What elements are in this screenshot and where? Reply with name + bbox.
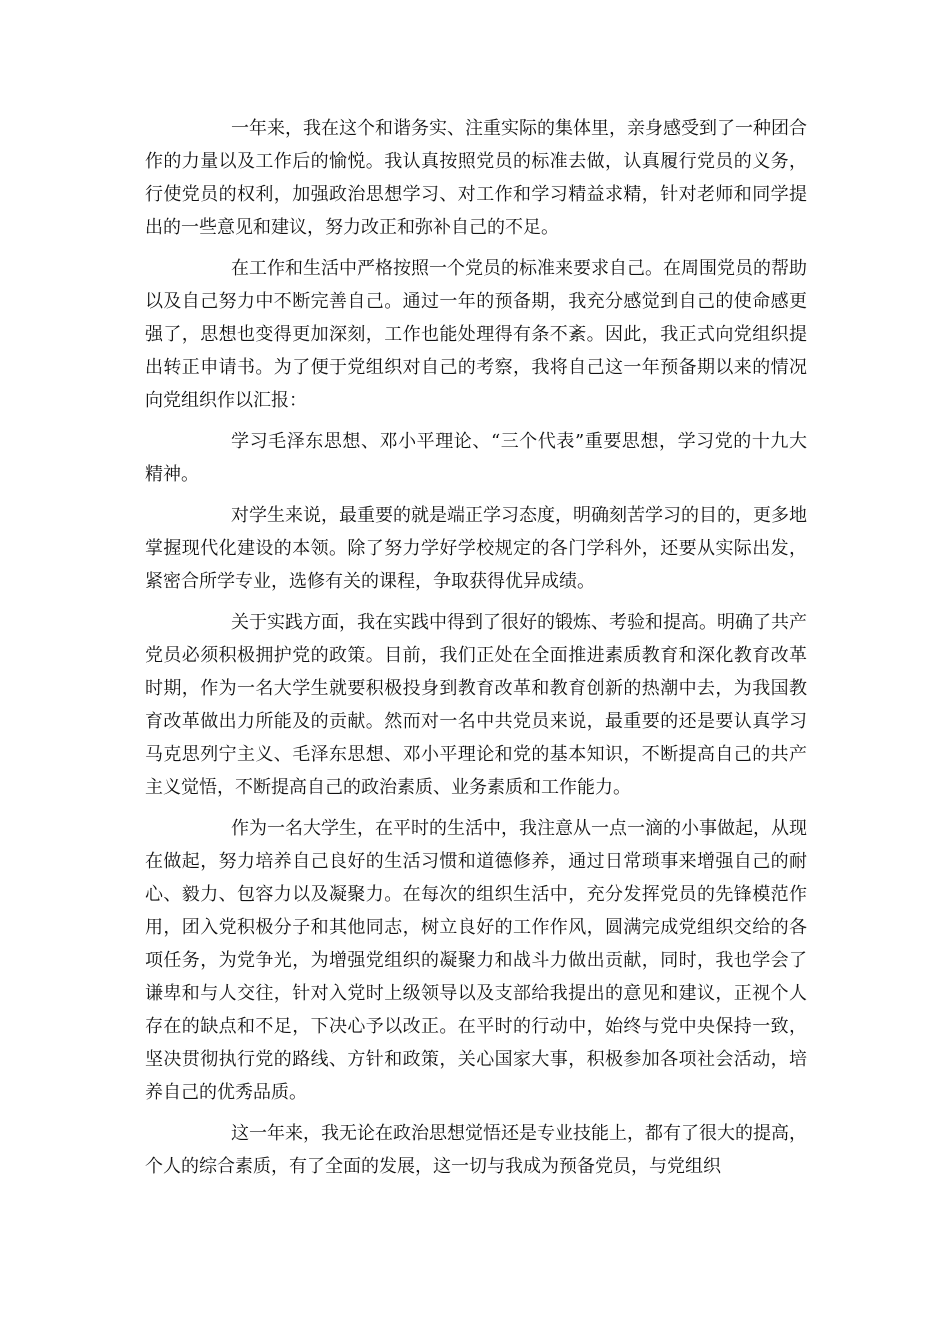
paragraph-1: 一年来，我在这个和谐务实、注重实际的集体里，亲身感受到了一种团合作的力量以及工作后的愉悦。我认真按照党员的标准去做，认真履行党员的义务，行使党员的权利，加强政治思想学习、对工作和学习精益求精，针对老师和同学提出的一些意见和建议，努力改正和弥补自己的不足。 — [145, 118, 807, 238]
paragraph-7: 这一年来，我无论在政治思想觉悟还是专业技能上，都有了很大的提高，个人的综合素质，有了全面的发展，这一切与我成为预备党员，与党组织 — [145, 1123, 807, 1177]
paragraph-4: 对学生来说，最重要的就是端正学习态度，明确刻苦学习的目的，更多地掌握现代化建设的本领。除了努力学好学校规定的各门学科外，还要从实际出发，紧密合所学专业，选修有关的课程，争取获得优异成绩。 — [145, 505, 807, 592]
paragraph-5: 关于实践方面，我在实践中得到了很好的锻炼、考验和提高。明确了共产党员必须积极拥护党的政策。目前，我们正处在全面推进素质教育和深化教育改革时期，作为一名大学生就要积极投身到教育改革和教育创新的热潮中去，为我国教育改革做出力所能及的贡献。然而对一名中共党员来说，最重要的还是要认真学习马克思列宁主义、毛泽东思想、邓小平理论和党的基本知识，不断提高自己的共产主义觉悟，不断提高自己的政治素质、业务素质和工作能力。 — [145, 612, 807, 798]
paragraph-2: 在工作和生活中严格按照一个党员的标准来要求自己。在周围党员的帮助以及自己努力中不断完善自己。通过一年的预备期，我充分感觉到自己的使命感更强了，思想也变得更加深刻，工作也能处理得有条不紊。因此，我正式向党组织提出转正申请书。为了便于党组织对自己的考察，我将自己这一年预备期以来的情况向党组织作以汇报： — [145, 258, 807, 411]
paragraph-3: 学习毛泽东思想、邓小平理论、“三个代表”重要思想，学习党的十九大精神。 — [145, 431, 807, 485]
document-body — [145, 112, 807, 1191]
paragraph-6: 作为一名大学生，在平时的生活中，我注意从一点一滴的小事做起，从现在做起，努力培养自己良好的生活习惯和道德修养，通过日常琐事来增强自己的耐心、毅力、包容力以及凝聚力。在每次的组织生活中，充分发挥党员的先锋模范作用，团入党积极分子和其他同志，树立良好的工作作风，圆满完成党组织交给的各项任务，为党争光，为增强党组织的凝聚力和战斗力做出贡献，同时，我也学会了谦卑和与人交往，针对入党时上级领导以及支部给我提出的意见和建议，正视个人存在的缺点和不足，下决心予以改正。在平时的行动中，始终与党中央保持一致，坚决贯彻执行党的路线、方针和政策，关心国家大事，积极参加各项社会活动，培养自己的优秀品质。 — [145, 818, 807, 1103]
